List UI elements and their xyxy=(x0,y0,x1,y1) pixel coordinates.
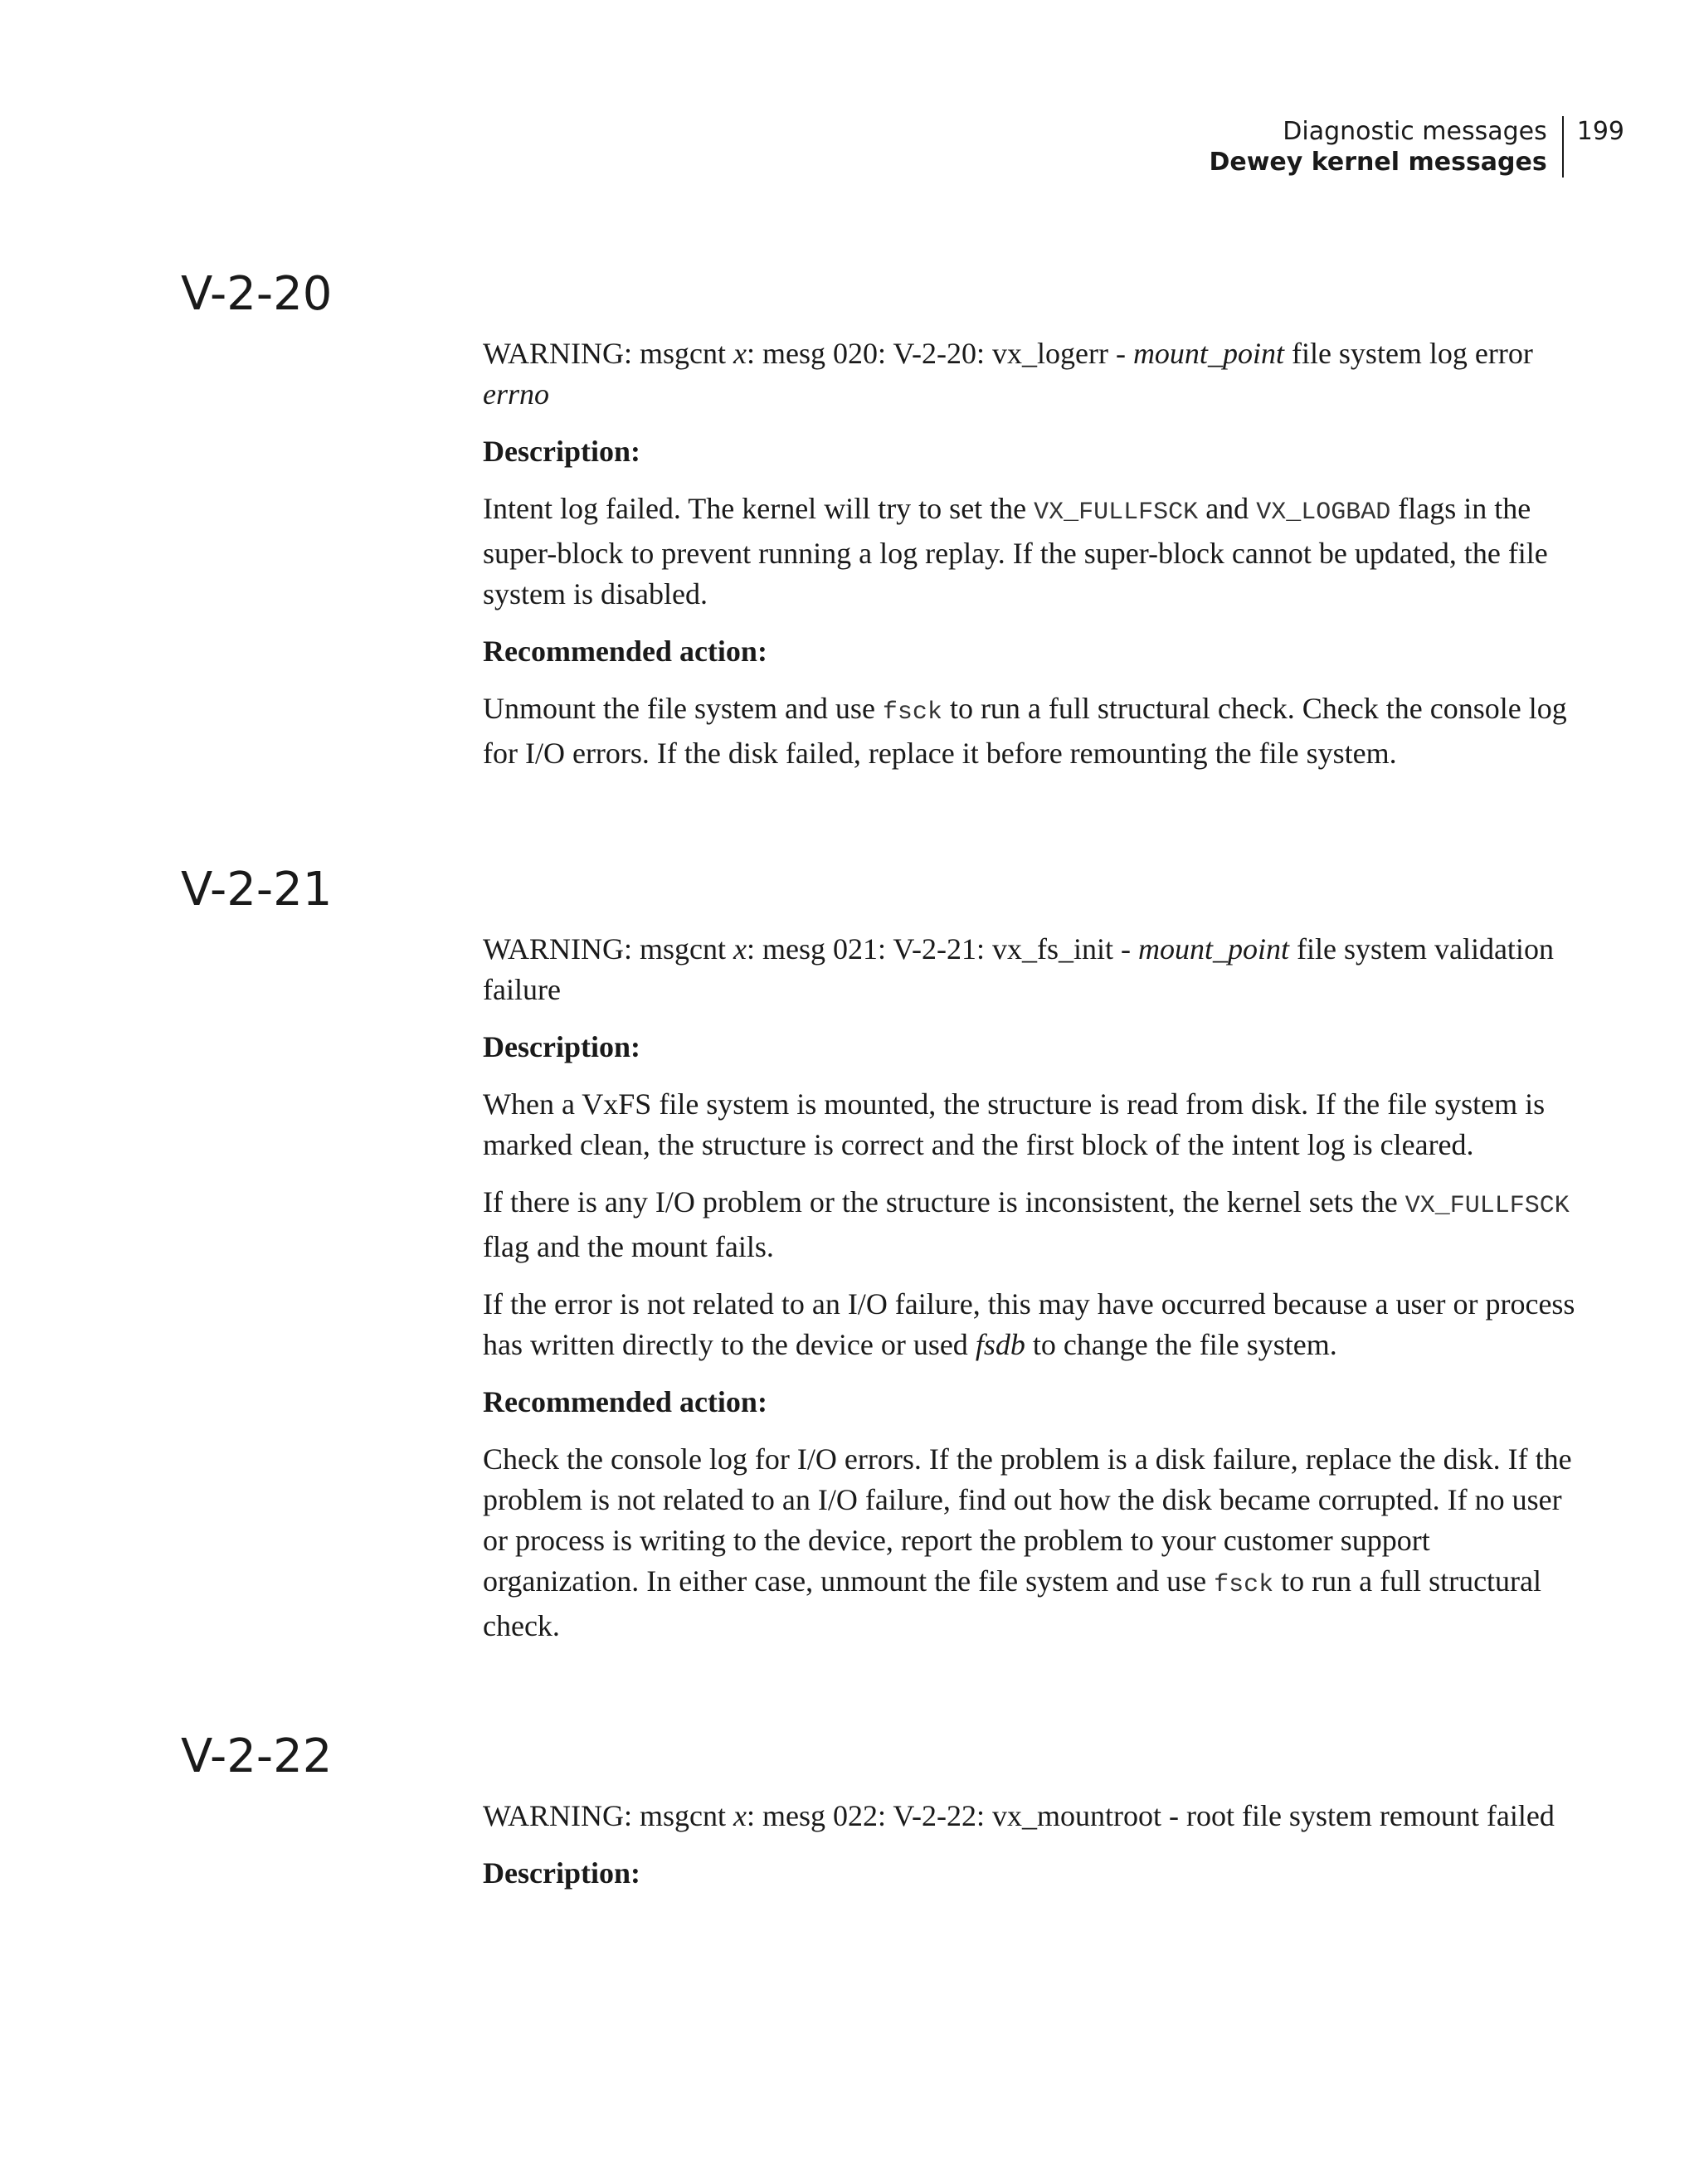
warning-variable: x xyxy=(733,932,747,966)
message-id-heading: V-2-21 xyxy=(181,863,333,917)
message-body xyxy=(483,1796,1586,1910)
warning-variable: x xyxy=(733,337,747,370)
code-flag: VX_LOGBAD xyxy=(1256,499,1391,527)
warning-suffix: file system log error xyxy=(1283,337,1533,370)
recommended-action-paragraph xyxy=(483,1439,1586,1647)
code-command: fsck xyxy=(1214,1571,1274,1599)
warning-middle: : mesg 020: V-2-20: vx_logerr - xyxy=(746,337,1133,370)
recommended-action-paragraph xyxy=(483,688,1586,774)
message-body xyxy=(483,929,1586,1663)
description-label: Description: xyxy=(483,435,640,468)
warning-text xyxy=(483,1796,1586,1836)
warning-text xyxy=(483,929,1586,1010)
warning-prefix: WARNING: msgcnt xyxy=(483,932,733,966)
command-name: fsdb xyxy=(975,1328,1025,1361)
warning-prefix: WARNING: msgcnt xyxy=(483,337,733,370)
action-text: to run a full structural check. xyxy=(483,1564,1542,1642)
description-paragraph xyxy=(483,1284,1586,1365)
description-label: Description: xyxy=(483,1030,640,1063)
message-body xyxy=(483,333,1586,790)
description-text: If there is any I/O problem or the structure is inconsistent, the kernel sets the xyxy=(483,1185,1405,1218)
recommended-action-label: Recommended action: xyxy=(483,1385,767,1418)
description-label: Description: xyxy=(483,1856,640,1890)
description-text: If the error is not related to an I/O failure, this may have occurred because a user or process has written directly to the device or used xyxy=(483,1287,1575,1361)
warning-variable: mount_point xyxy=(1137,932,1289,966)
code-command: fsck xyxy=(882,698,942,727)
description-paragraph: When a VxFS file system is mounted, the structure is read from disk. If the file system is marked clean, the structure is correct and the first block of the intent log is cleared. xyxy=(483,1087,1546,1161)
description-text: flag and the mount fails. xyxy=(483,1230,774,1263)
code-flag: VX_FULLFSCK xyxy=(1404,1192,1570,1220)
action-text: Unmount the file system and use xyxy=(483,692,883,725)
description-paragraph xyxy=(483,489,1586,615)
warning-variable: x xyxy=(733,1799,747,1832)
header-titles xyxy=(1209,116,1563,178)
description-text: to change the file system. xyxy=(1025,1328,1337,1361)
warning-middle: : mesg 021: V-2-21: vx_fs_init - xyxy=(746,932,1138,966)
description-text: flags in the super-block to prevent running a log replay. If the super-block cannot be updated, the file system is disabled. xyxy=(483,492,1548,610)
warning-suffix: file system validation failure xyxy=(483,932,1554,1006)
warning-variable: mount_point xyxy=(1132,337,1284,370)
header-chapter-title: Diagnostic messages xyxy=(1283,117,1547,146)
page-number: 199 xyxy=(1576,117,1624,146)
message-id-heading: V-2-20 xyxy=(181,267,333,321)
action-text: to run a full structural check. Check the console log for I/O errors. If the disk failed, replace it before remounting the file system. xyxy=(483,692,1567,770)
header-section-title: Dewey kernel messages xyxy=(1209,148,1547,177)
message-id-heading: V-2-22 xyxy=(181,1729,333,1783)
warning-suffix: : mesg 022: V-2-22: vx_mountroot - root file system remount failed xyxy=(746,1799,1555,1832)
description-paragraph xyxy=(483,1182,1586,1267)
description-text: Intent log failed. The kernel will try to set the xyxy=(483,492,1034,525)
code-flag: VX_FULLFSCK xyxy=(1034,499,1199,527)
description-text: and xyxy=(1198,492,1257,525)
warning-prefix: WARNING: msgcnt xyxy=(483,1799,733,1832)
running-header xyxy=(1209,116,1624,178)
warning-variable: errno xyxy=(483,377,549,411)
recommended-action-label: Recommended action: xyxy=(483,635,767,668)
warning-text xyxy=(483,333,1586,415)
action-text: Check the console log for I/O errors. If the problem is a disk failure, replace the disk. If the problem is not related to an I/O failure, find out how the disk became corrupted. If no user or process is writing to the device, report the problem to your customer support organization. In either case, unmount the file system and use xyxy=(483,1442,1572,1598)
